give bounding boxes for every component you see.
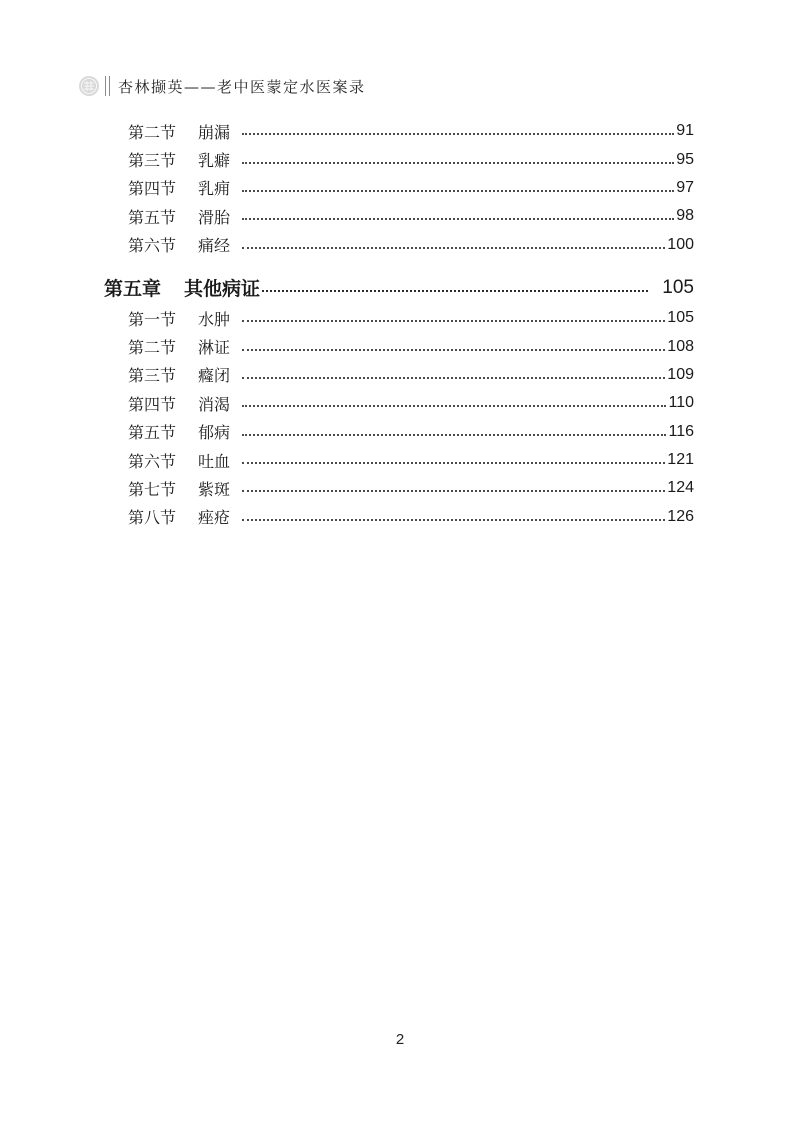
section-number: 第三节	[128, 366, 177, 386]
dot-leader	[242, 349, 665, 351]
page-reference: 121	[667, 451, 694, 469]
page-reference: 108	[667, 337, 694, 355]
section-number: 第四节	[128, 394, 177, 414]
page-reference: 100	[667, 235, 694, 253]
page-reference: 109	[667, 365, 694, 383]
section-title: 乳癖	[198, 151, 231, 171]
dot-leader	[242, 462, 665, 464]
toc-section-entry[interactable]	[104, 474, 694, 502]
page-reference: 105	[667, 309, 694, 327]
section-title: 癃闭	[198, 366, 231, 386]
page-reference: 110	[668, 394, 694, 412]
section-number: 第六节	[128, 236, 177, 256]
section-title: 水肿	[198, 309, 231, 329]
dot-leader	[242, 247, 665, 249]
section-title: 痛经	[198, 236, 231, 256]
section-number: 第二节	[128, 122, 177, 142]
table-of-contents	[104, 117, 694, 531]
toc-section-entry[interactable]	[104, 389, 694, 417]
header-divider	[109, 76, 110, 96]
page-reference: 126	[667, 507, 694, 525]
toc-section-entry[interactable]	[104, 418, 694, 446]
page-reference: 97	[676, 178, 694, 196]
section-number: 第八节	[128, 508, 177, 528]
section-title: 崩漏	[198, 122, 231, 142]
dot-leader	[242, 434, 666, 436]
page-reference: 98	[676, 207, 694, 225]
toc-section-entry[interactable]	[104, 503, 694, 531]
page-reference: 91	[676, 122, 694, 140]
chapter-title: 其他病证	[184, 278, 261, 301]
toc-section-entry[interactable]	[104, 117, 694, 145]
chapter-number: 第五章	[104, 278, 162, 301]
page-reference: 116	[668, 422, 694, 440]
page-number: 2	[395, 1031, 405, 1048]
toc-section-entry[interactable]	[104, 332, 694, 360]
section-number: 第五节	[128, 423, 177, 443]
section-title: 淋证	[198, 338, 231, 358]
section-number: 第七节	[128, 479, 177, 499]
section-number: 第二节	[128, 338, 177, 358]
toc-section-entry[interactable]	[104, 174, 694, 202]
dot-leader	[242, 162, 674, 164]
dot-leader	[242, 519, 665, 521]
page-reference: 105	[662, 276, 694, 298]
dot-leader	[242, 320, 665, 322]
section-title: 郁病	[198, 423, 231, 443]
toc-section-entry[interactable]	[104, 446, 694, 474]
section-title: 乳痈	[198, 179, 231, 199]
section-number: 第一节	[128, 309, 177, 329]
book-title: 杏林撷英——老中医蒙定水医案录	[118, 77, 366, 96]
dot-leader	[242, 405, 666, 407]
section-title: 痤疮	[198, 508, 231, 528]
toc-section-entry[interactable]	[104, 361, 694, 389]
section-title: 消渴	[198, 394, 231, 414]
dot-leader	[242, 377, 665, 379]
dot-leader	[262, 290, 648, 292]
dot-leader	[242, 190, 674, 192]
page-reference: 124	[667, 479, 694, 497]
dot-leader	[242, 218, 674, 220]
dot-leader	[242, 490, 665, 492]
toc-chapter-entry[interactable]	[104, 273, 694, 303]
section-number: 第五节	[128, 207, 177, 227]
section-number: 第六节	[128, 451, 177, 471]
seal-icon	[78, 75, 100, 97]
toc-section-entry[interactable]	[104, 304, 694, 332]
header-divider	[105, 76, 106, 96]
section-title: 滑胎	[198, 207, 231, 227]
section-number: 第三节	[128, 151, 177, 171]
toc-section-entry[interactable]	[104, 202, 694, 230]
page-reference: 95	[676, 150, 694, 168]
toc-section-entry[interactable]	[104, 145, 694, 173]
section-number: 第四节	[128, 179, 177, 199]
toc-section-entry[interactable]	[104, 231, 694, 259]
running-header	[78, 72, 366, 100]
section-title: 吐血	[198, 451, 231, 471]
dot-leader	[242, 133, 674, 135]
section-title: 紫斑	[198, 479, 231, 499]
